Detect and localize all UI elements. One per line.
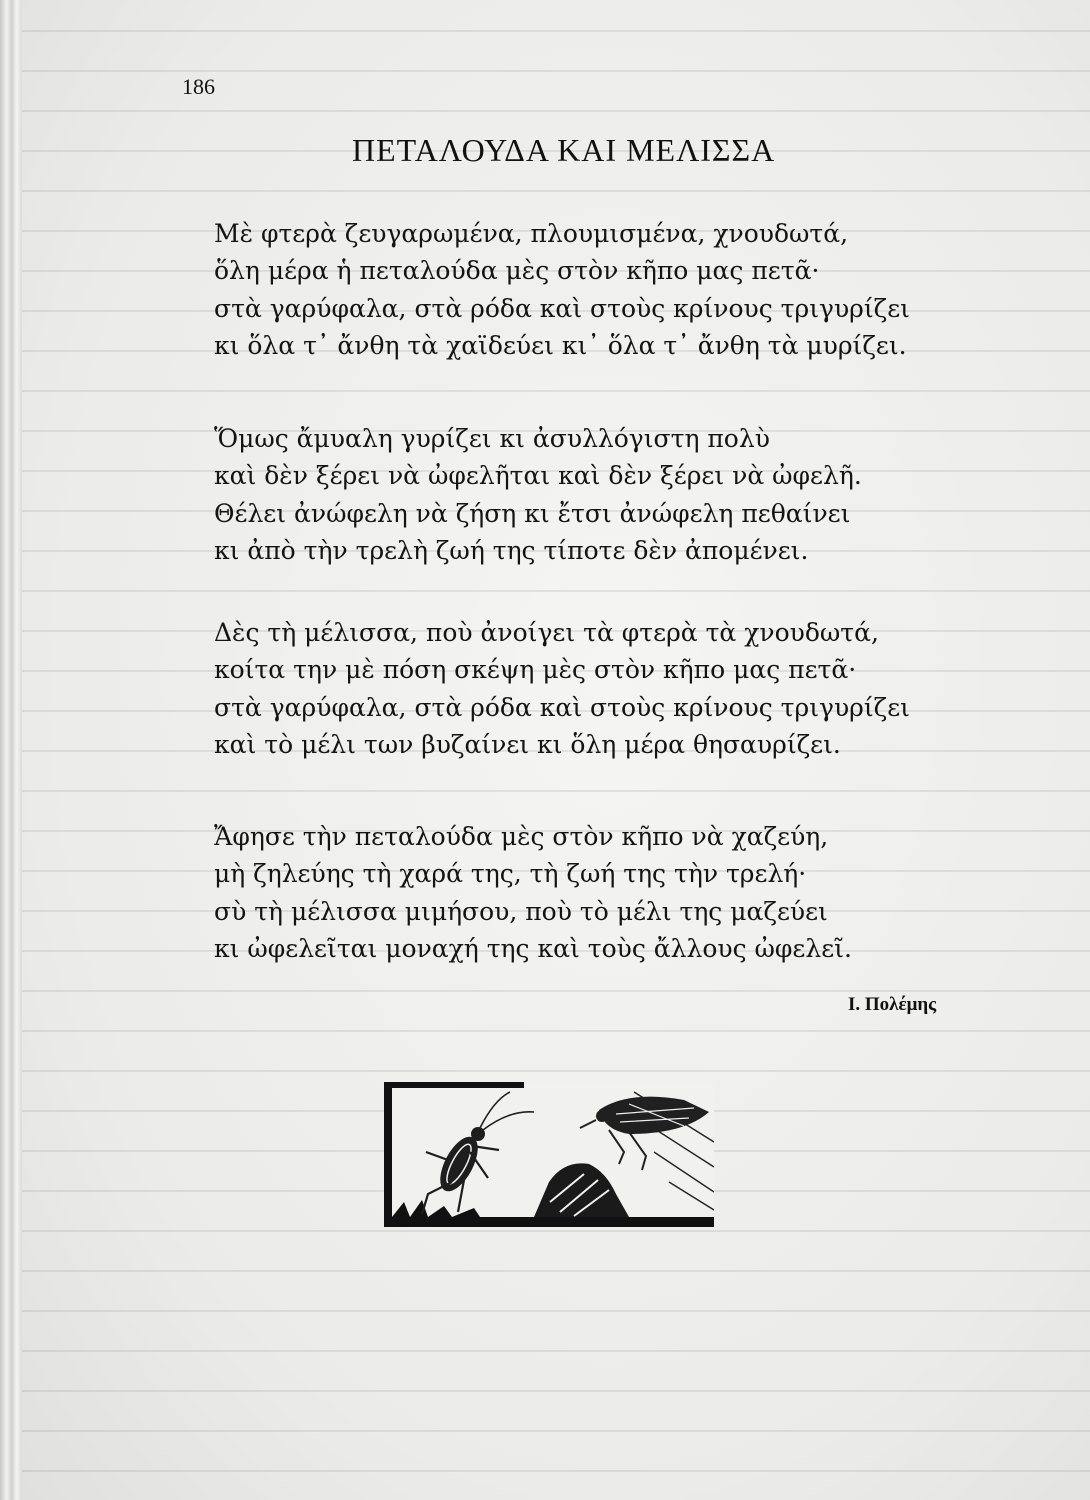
verse-line: κοίτα την μὲ πόση σκέψη μὲς στὸν κῆπο μας πετᾶ· <box>214 655 857 685</box>
verse-line: στὰ γαρύφαλα, στὰ ρόδα καὶ στοὺς κρίνους τριγυρίζει <box>214 692 910 722</box>
poem-title: ΠΕΤΑΛΟΥΔΑ ΚΑΙ ΜΕΛΙΣΣΑ <box>352 132 776 168</box>
verse-line: καὶ τὸ μέλι των βυζαίνει κι ὅλη μέρα θησαυρίζει. <box>214 729 841 759</box>
book-binding-edge <box>0 0 22 1500</box>
verse-line: κι ὠφελεῖται μοναχή της καὶ τοὺς ἄλλους ὠφελεῖ. <box>214 933 852 963</box>
verse-line: Μὲ φτερὰ ζευγαρωμένα, πλουμισμένα, χνουδωτά, <box>214 219 849 248</box>
stanza-2 <box>214 420 994 569</box>
verse-line: Θέλει ἀνώφελη νὰ ζήση κι ἔτσι ἀνώφελη πεθαίνει <box>214 498 851 528</box>
verse-line: ὅλη μέρα ἡ πεταλούδα μὲς στὸν κῆπο μας πετᾶ· <box>214 256 820 286</box>
verse-line: μὴ ζηλεύης τὴ χαρά της, τὴ ζωή της τὴν τρελή· <box>214 859 807 889</box>
verse-line: στὰ γαρύφαλα, στὰ ρόδα καὶ στοὺς κρίνους τριγυρίζει <box>214 293 910 323</box>
verse-line: Ὅμως ἄμυαλη γυρίζει κι ἀσυλλόγιστη πολὺ <box>214 424 770 453</box>
page-number: 186 <box>182 74 215 99</box>
verse-line: κι ὅλα τ᾿ ἄνθη τὰ χαϊδεύει κι᾿ ὅλα τ᾿ ἄνθη τὰ μυρίζει. <box>214 330 907 360</box>
stanza-1 <box>214 215 994 364</box>
verse-line: Ἄφησε τὴν πεταλούδα μὲς στὸν κῆπο νὰ χαζεύη, <box>214 822 829 851</box>
verse-line: σὺ τὴ μέλισσα μιμήσου, ποὺ τὸ μέλι της μαζεύει <box>214 896 828 926</box>
verse-line: καὶ δὲν ξέρει νὰ ὠφελῆται καὶ δὲν ξέρει νὰ ὠφελῆ. <box>214 461 862 491</box>
book-page <box>22 0 1090 1500</box>
author-signature: Ι. Πολέμης <box>848 994 937 1015</box>
verse-line: Δὲς τὴ μέλισσα, ποὺ ἀνοίγει τὰ φτερὰ τὰ χνουδωτά, <box>214 618 879 647</box>
stanza-4 <box>214 818 994 967</box>
verse-line: κι ἀπὸ τὴν τρελὴ ζωή της τίποτε δὲν ἀπομένει. <box>214 535 809 565</box>
insect-woodcut-illustration <box>384 1082 714 1227</box>
stanza-3 <box>214 614 994 763</box>
